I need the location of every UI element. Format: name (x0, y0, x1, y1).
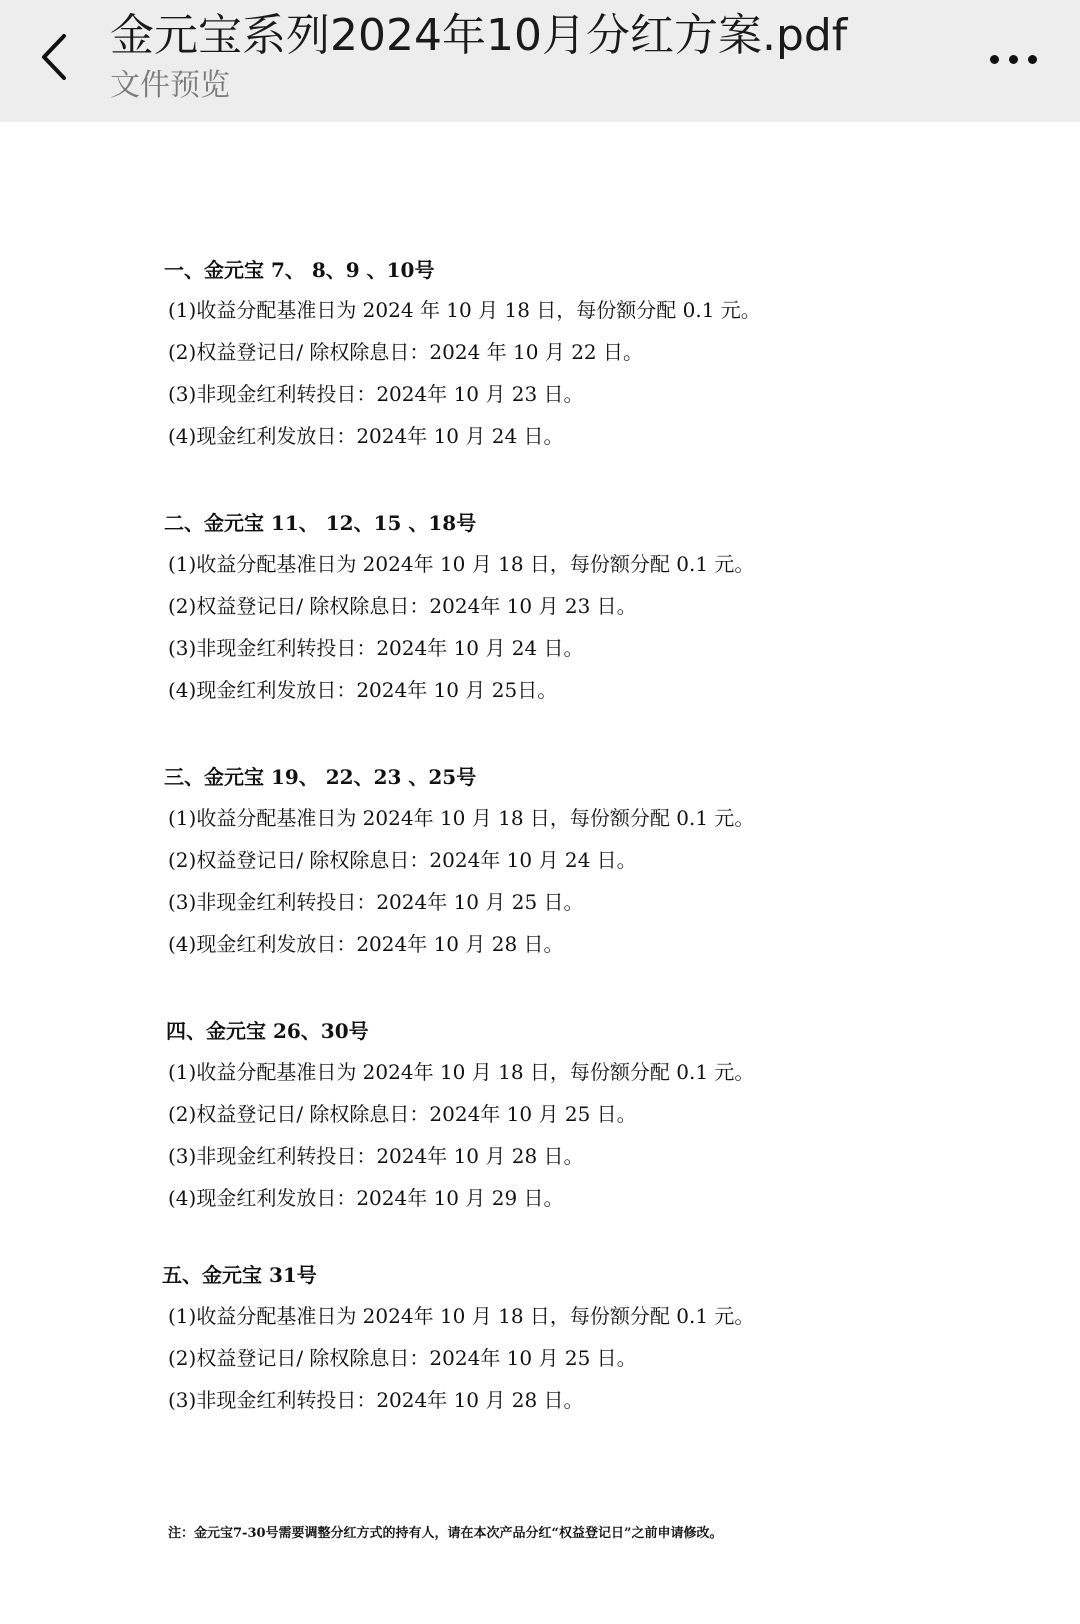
section-item: (4)现金红利发放日：2024年 10 月 28 日。 (168, 932, 564, 956)
section-item: (3)非现金红利转投日：2024年 10 月 28 日。 (168, 1388, 584, 1412)
top-bar (0, 0, 1080, 122)
section-heading: 一、金元宝 7、 8、9 、10号 (164, 258, 435, 282)
back-button[interactable] (22, 22, 88, 92)
file-title: 金元宝系列2024年10月分红方案.pdf (110, 10, 848, 61)
section-item: (1)收益分配基准日为 2024年 10 月 18 日，每份额分配 0.1 元。 (168, 806, 755, 830)
section-item: (4)现金红利发放日：2024年 10 月 24 日。 (168, 424, 564, 448)
more-button[interactable] (968, 34, 1058, 84)
section-item: (2)权益登记日/ 除权除息日：2024年 10 月 25 日。 (168, 1346, 637, 1370)
footnote: 注：金元宝7-30号需要调整分红方式的持有人，请在本次产品分红“权益登记日”之前申请修改。 (168, 1526, 723, 1541)
section-item: (2)权益登记日/ 除权除息日：2024年 10 月 24 日。 (168, 848, 637, 872)
section-item: (1)收益分配基准日为 2024 年 10 月 18 日，每份额分配 0.1 元。 (168, 298, 761, 322)
section-heading: 三、金元宝 19、 22、23 、25号 (164, 765, 477, 789)
section-item: (2)权益登记日/ 除权除息日：2024年 10 月 23 日。 (168, 594, 637, 618)
file-subtitle: 文件预览 (110, 68, 230, 103)
section-item: (3)非现金红利转投日：2024年 10 月 25 日。 (168, 890, 584, 914)
chevron-left-icon (38, 32, 72, 82)
section-item: (1)收益分配基准日为 2024年 10 月 18 日，每份额分配 0.1 元。 (168, 1060, 755, 1084)
section-item: (2)权益登记日/ 除权除息日：2024年 10 月 25 日。 (168, 1102, 637, 1126)
section-heading: 二、金元宝 11、 12、15 、18号 (164, 511, 477, 535)
pdf-preview (0, 122, 1080, 1624)
section-item: (2)权益登记日/ 除权除息日：2024 年 10 月 22 日。 (168, 340, 644, 364)
section-item: (4)现金红利发放日：2024年 10 月 25日。 (168, 678, 558, 702)
section-item: (1)收益分配基准日为 2024年 10 月 18 日，每份额分配 0.1 元。 (168, 552, 755, 576)
section-item: (3)非现金红利转投日：2024年 10 月 24 日。 (168, 636, 584, 660)
section-item: (3)非现金红利转投日：2024年 10 月 28 日。 (168, 1144, 584, 1168)
section-item: (3)非现金红利转投日：2024年 10 月 23 日。 (168, 382, 584, 406)
section-item: (4)现金红利发放日：2024年 10 月 29 日。 (168, 1186, 564, 1210)
more-horizontal-icon (985, 55, 1042, 64)
section-item: (1)收益分配基准日为 2024年 10 月 18 日，每份额分配 0.1 元。 (168, 1304, 755, 1328)
section-heading: 四、金元宝 26、30号 (166, 1019, 369, 1043)
section-heading: 五、金元宝 31号 (162, 1263, 317, 1287)
